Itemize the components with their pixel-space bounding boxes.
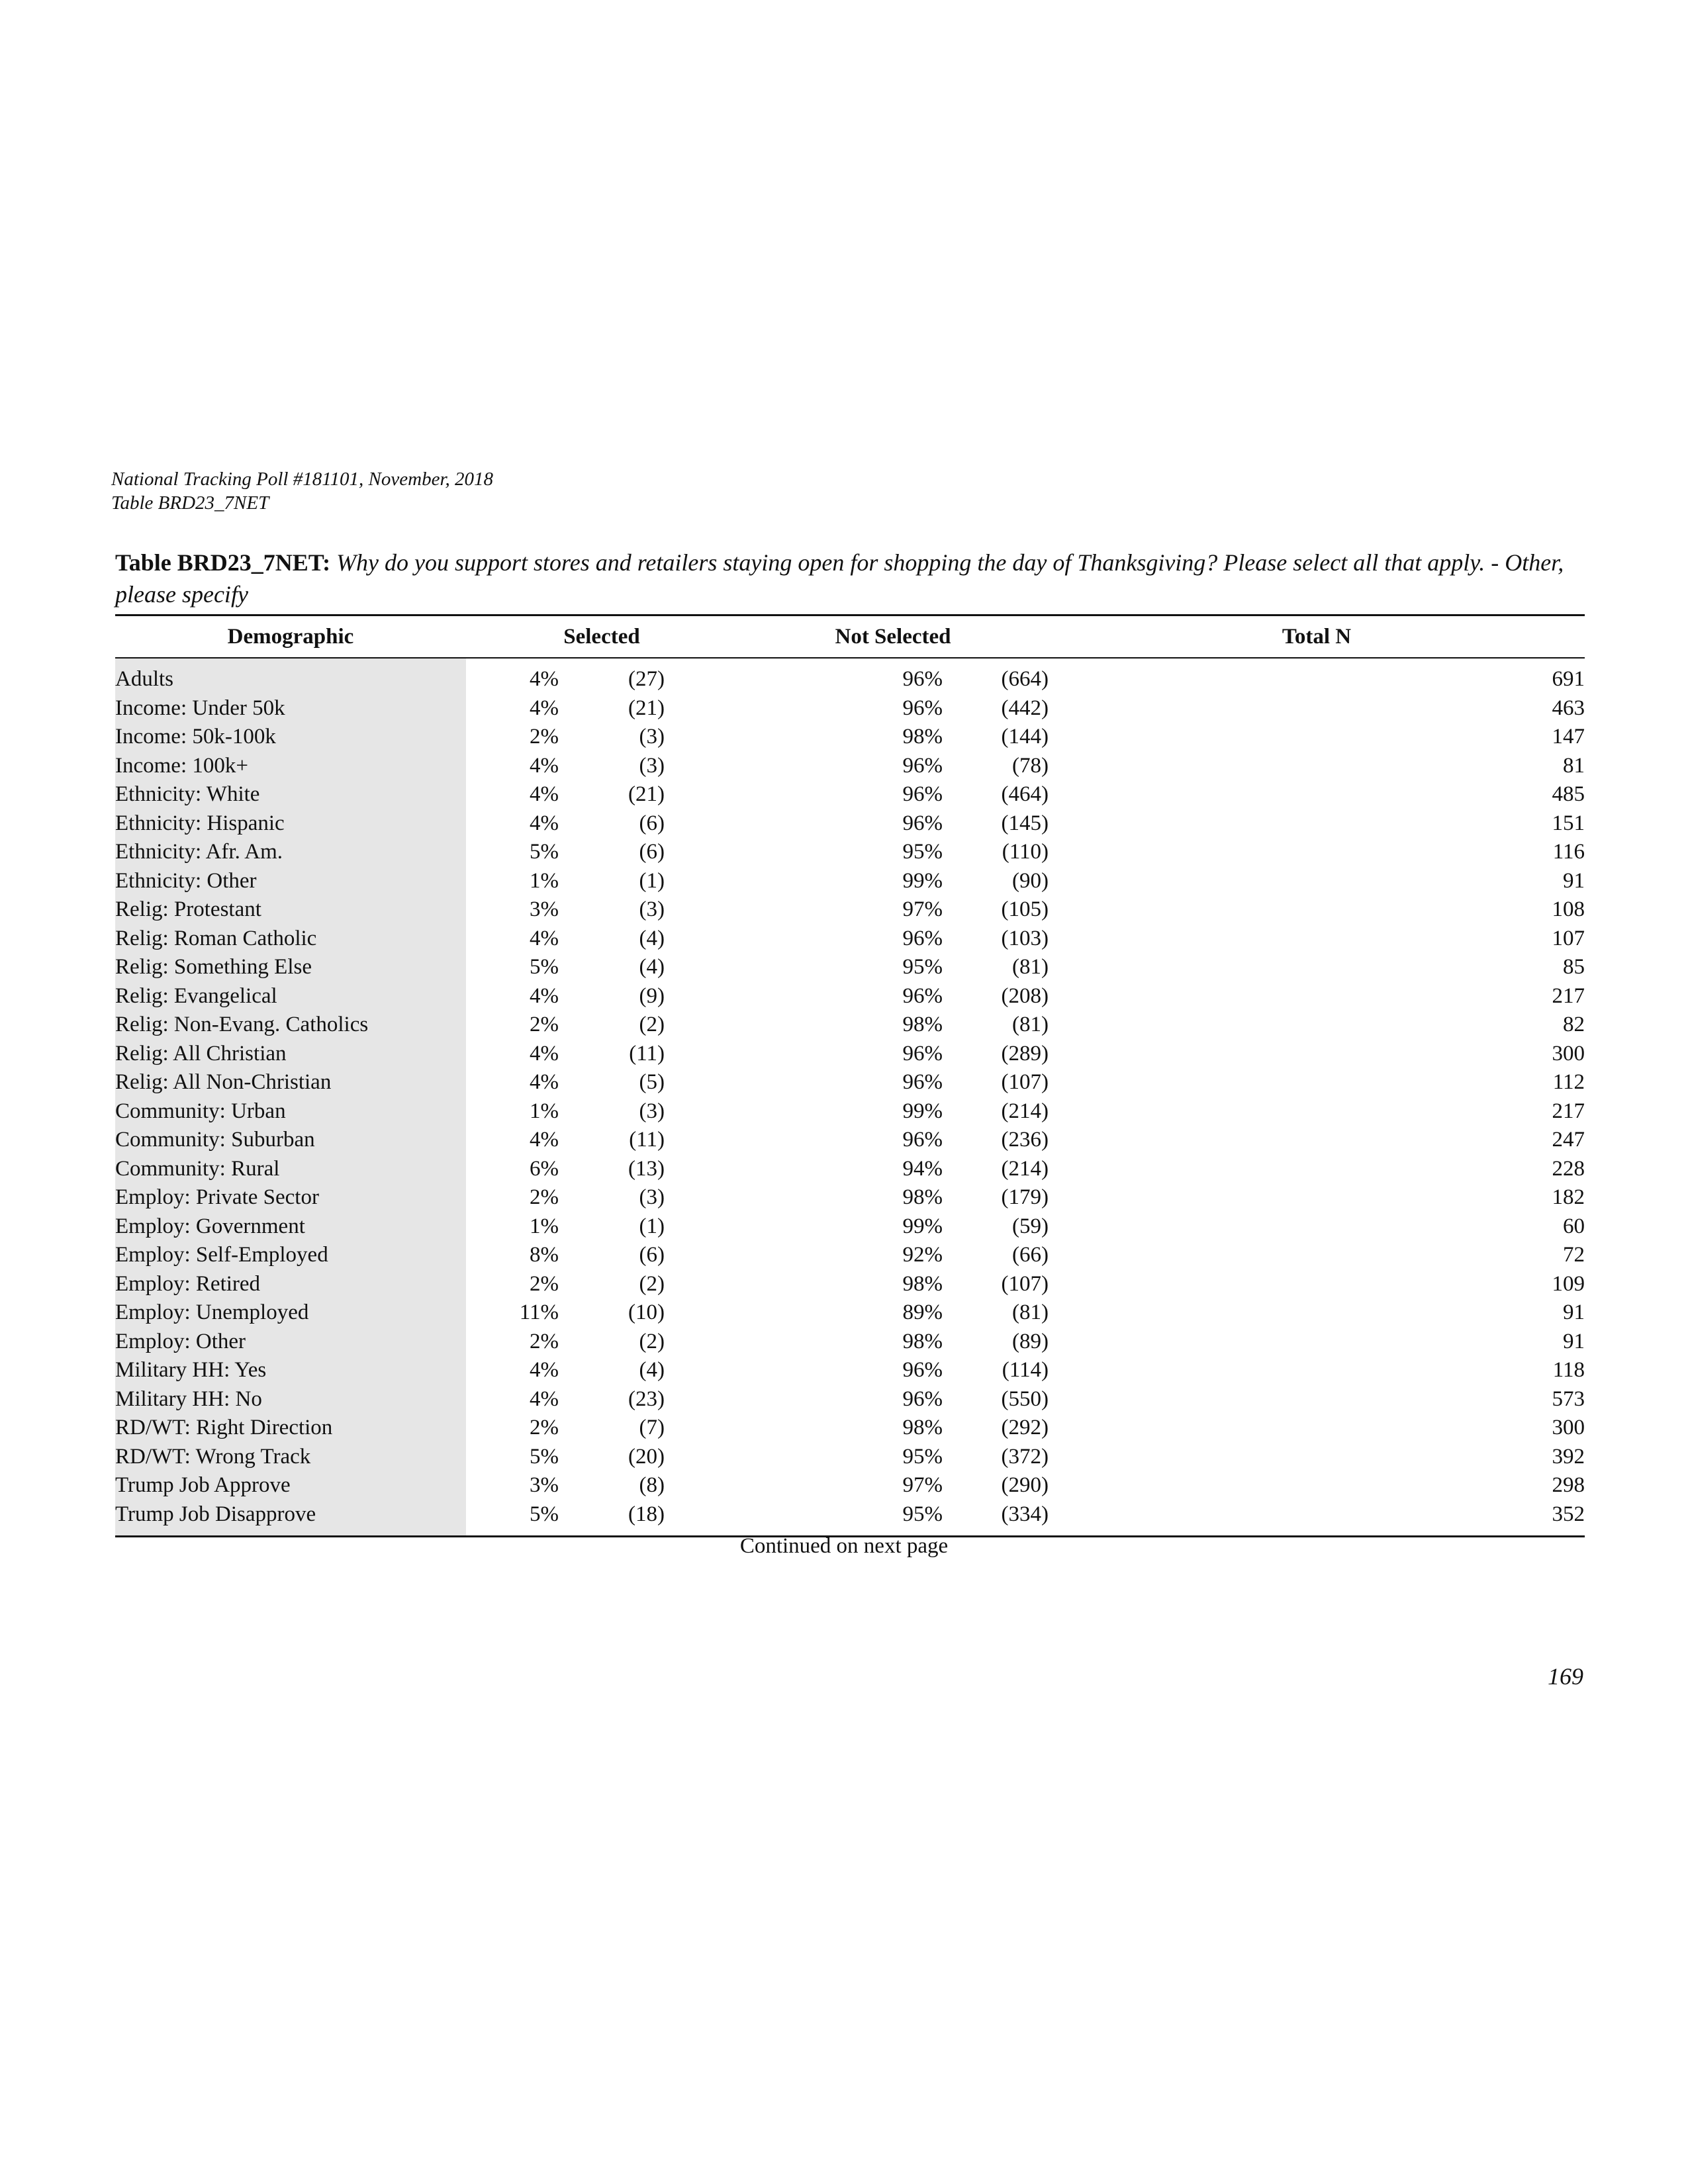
table-row	[115, 809, 1585, 839]
not-selected-percent-cell: 95%	[902, 955, 943, 979]
selected-count-cell: (6)	[639, 811, 665, 835]
table-row	[115, 1471, 1585, 1500]
selected-count-cell: (21)	[628, 782, 665, 807]
selected-count-cell: (2)	[639, 1271, 665, 1296]
column-gap	[665, 723, 737, 752]
demographic-cell: Relig: Protestant	[115, 895, 466, 925]
not-selected-percent-cell: 97%	[902, 897, 943, 922]
total-n-cell: 300	[1552, 1041, 1585, 1066]
selected-count-cell: (4)	[639, 926, 665, 950]
selected-percent-cell: 5%	[530, 840, 559, 864]
not-selected-count-cell: (89)	[1012, 1329, 1049, 1353]
demographic-cell: Employ: Self-Employed	[115, 1241, 466, 1270]
table-row	[115, 1155, 1585, 1184]
selected-percent-cell: 4%	[530, 1387, 559, 1411]
demographic-cell: Employ: Other	[115, 1328, 466, 1357]
total-n-cell: 151	[1552, 811, 1585, 835]
total-n-cell: 109	[1552, 1271, 1585, 1296]
column-gap	[665, 1356, 737, 1385]
table-row	[115, 838, 1585, 867]
not-selected-percent-cell: 96%	[902, 782, 943, 807]
not-selected-count-cell: (59)	[1012, 1214, 1049, 1238]
selected-percent-cell: 5%	[530, 1502, 559, 1526]
not-selected-count-cell: (442)	[1001, 696, 1049, 720]
demographic-cell: RD/WT: Wrong Track	[115, 1443, 466, 1472]
column-gap	[665, 1068, 737, 1097]
column-gap	[665, 752, 737, 781]
selected-count-cell: (4)	[639, 1358, 665, 1383]
not-selected-percent-cell: 96%	[902, 983, 943, 1008]
caption-label: Table BRD23_7NET:	[115, 549, 331, 576]
not-selected-percent-cell: 98%	[902, 1416, 943, 1440]
not-selected-count-cell: (90)	[1012, 868, 1049, 893]
table-row	[115, 1298, 1585, 1328]
column-gap	[665, 1270, 737, 1299]
table-row	[115, 1126, 1585, 1155]
not-selected-percent-cell: 96%	[902, 1387, 943, 1411]
selected-percent-cell: 1%	[530, 1214, 559, 1238]
not-selected-percent-cell: 96%	[902, 926, 943, 950]
selected-count-cell: (2)	[639, 1329, 665, 1353]
table-row	[115, 1241, 1585, 1270]
total-n-cell: 247	[1552, 1128, 1585, 1152]
demographic-cell: Relig: Roman Catholic	[115, 925, 466, 954]
column-gap	[665, 1155, 737, 1184]
total-n-cell: 60	[1563, 1214, 1585, 1238]
selected-percent-cell: 1%	[530, 868, 559, 893]
not-selected-count-cell: (81)	[1012, 955, 1049, 979]
column-gap	[665, 1471, 737, 1500]
not-selected-count-cell: (289)	[1001, 1041, 1049, 1066]
demographic-cell: Income: 50k-100k	[115, 723, 466, 752]
selected-percent-cell: 4%	[530, 926, 559, 950]
not-selected-percent-cell: 92%	[902, 1243, 943, 1267]
selected-percent-cell: 5%	[530, 1444, 559, 1469]
total-n-cell: 91	[1563, 1329, 1585, 1353]
column-gap	[665, 1212, 737, 1242]
selected-count-cell: (5)	[639, 1070, 665, 1095]
table-row	[115, 780, 1585, 809]
not-selected-count-cell: (236)	[1001, 1128, 1049, 1152]
column-gap	[665, 838, 737, 867]
column-gap	[665, 953, 737, 982]
column-gap	[665, 1298, 737, 1328]
selected-percent-cell: 4%	[530, 983, 559, 1008]
selected-percent-cell: 1%	[530, 1099, 559, 1123]
not-selected-percent-cell: 96%	[902, 1041, 943, 1066]
not-selected-count-cell: (114)	[1002, 1358, 1049, 1383]
not-selected-percent-cell: 96%	[902, 1128, 943, 1152]
selected-percent-cell: 5%	[530, 955, 559, 979]
selected-percent-cell: 8%	[530, 1243, 559, 1267]
not-selected-count-cell: (81)	[1012, 1013, 1049, 1037]
not-selected-percent-cell: 95%	[902, 1444, 943, 1469]
total-n-cell: 82	[1563, 1013, 1585, 1037]
not-selected-count-cell: (292)	[1001, 1416, 1049, 1440]
total-n-cell: 691	[1552, 667, 1585, 692]
table-row	[115, 694, 1585, 723]
table-row	[115, 1356, 1585, 1385]
not-selected-count-cell: (372)	[1001, 1444, 1049, 1469]
selected-percent-cell: 4%	[530, 1128, 559, 1152]
not-selected-percent-cell: 96%	[902, 696, 943, 720]
not-selected-count-cell: (179)	[1001, 1185, 1049, 1210]
not-selected-count-cell: (550)	[1001, 1387, 1049, 1411]
demographic-cell: Ethnicity: White	[115, 780, 466, 809]
table-row	[115, 1097, 1585, 1126]
not-selected-count-cell: (144)	[1001, 725, 1049, 749]
demographic-cell: Employ: Private Sector	[115, 1183, 466, 1212]
total-n-cell: 116	[1552, 840, 1585, 864]
column-gap	[665, 1011, 737, 1040]
not-selected-count-cell: (214)	[1001, 1156, 1049, 1181]
selected-count-cell: (8)	[639, 1473, 665, 1498]
selected-count-cell: (3)	[639, 725, 665, 749]
table-caption	[115, 547, 1585, 610]
total-n-cell: 91	[1563, 868, 1585, 893]
not-selected-percent-cell: 98%	[902, 1271, 943, 1296]
demographic-cell: Trump Job Approve	[115, 1471, 466, 1500]
demographic-cell: Relig: Something Else	[115, 953, 466, 982]
selected-count-cell: (6)	[639, 840, 665, 864]
selected-percent-cell: 2%	[530, 1271, 559, 1296]
selected-percent-cell: 4%	[530, 753, 559, 778]
not-selected-count-cell: (66)	[1012, 1243, 1049, 1267]
not-selected-percent-cell: 89%	[902, 1300, 943, 1325]
selected-percent-cell: 6%	[530, 1156, 559, 1181]
not-selected-count-cell: (81)	[1012, 1300, 1049, 1325]
selected-count-cell: (1)	[639, 868, 665, 893]
table-row	[115, 982, 1585, 1011]
not-selected-count-cell: (78)	[1012, 753, 1049, 778]
demographic-cell: Ethnicity: Hispanic	[115, 809, 466, 839]
total-n-cell: 147	[1552, 725, 1585, 749]
selected-count-cell: (11)	[629, 1041, 665, 1066]
selected-percent-cell: 4%	[530, 1358, 559, 1383]
column-gap	[665, 1500, 737, 1529]
column-gap	[665, 895, 737, 925]
selected-count-cell: (6)	[639, 1243, 665, 1267]
column-gap	[665, 867, 737, 896]
not-selected-count-cell: (105)	[1001, 897, 1049, 922]
not-selected-count-cell: (464)	[1001, 782, 1049, 807]
not-selected-count-cell: (214)	[1001, 1099, 1049, 1123]
table-row	[115, 752, 1585, 781]
selected-count-cell: (27)	[628, 667, 665, 692]
column-gap	[665, 665, 737, 694]
total-n-cell: 91	[1563, 1300, 1585, 1325]
not-selected-count-cell: (145)	[1001, 811, 1049, 835]
selected-count-cell: (3)	[639, 897, 665, 922]
not-selected-percent-cell: 98%	[902, 1185, 943, 1210]
demographic-cell: Community: Suburban	[115, 1126, 466, 1155]
not-selected-percent-cell: 94%	[902, 1156, 943, 1181]
caption-text: Why do you support stores and retailers staying open for shopping the day of Thanksgiving? Please select all that apply. - Other, please specify	[115, 549, 1564, 608]
selected-count-cell: (4)	[639, 955, 665, 979]
column-gap	[665, 1040, 737, 1069]
col-header-demographic: Demographic	[115, 615, 466, 659]
total-n-cell: 485	[1552, 782, 1585, 807]
not-selected-percent-cell: 98%	[902, 1013, 943, 1037]
total-n-cell: 392	[1552, 1444, 1585, 1469]
table-row	[115, 953, 1585, 982]
table-body	[115, 658, 1585, 1537]
column-gap	[665, 1414, 737, 1443]
table-row	[115, 1328, 1585, 1357]
selected-count-cell: (1)	[639, 1214, 665, 1238]
demographic-cell: Income: Under 50k	[115, 694, 466, 723]
not-selected-count-cell: (334)	[1001, 1502, 1049, 1526]
not-selected-percent-cell: 98%	[902, 725, 943, 749]
not-selected-percent-cell: 98%	[902, 1329, 943, 1353]
table-row	[115, 665, 1585, 694]
crosstab-table	[115, 614, 1585, 1537]
table-header-row	[115, 615, 1585, 659]
demographic-cell: Military HH: No	[115, 1385, 466, 1414]
not-selected-percent-cell: 99%	[902, 868, 943, 893]
selected-count-cell: (2)	[639, 1013, 665, 1037]
selected-percent-cell: 4%	[530, 782, 559, 807]
demographic-cell: Relig: Non-Evang. Catholics	[115, 1011, 466, 1040]
table-row	[115, 1040, 1585, 1069]
total-n-cell: 217	[1552, 1099, 1585, 1123]
table-row	[115, 1011, 1585, 1040]
selected-count-cell: (3)	[639, 1185, 665, 1210]
table-row	[115, 1385, 1585, 1414]
not-selected-percent-cell: 96%	[902, 1070, 943, 1095]
total-n-cell: 573	[1552, 1387, 1585, 1411]
table-row	[115, 895, 1585, 925]
column-gap	[665, 1241, 737, 1270]
total-n-cell: 118	[1552, 1358, 1585, 1383]
total-n-cell: 352	[1552, 1502, 1585, 1526]
selected-count-cell: (20)	[628, 1444, 665, 1469]
selected-count-cell: (13)	[628, 1156, 665, 1181]
column-gap	[665, 809, 737, 839]
column-gap	[665, 1328, 737, 1357]
demographic-cell: Community: Urban	[115, 1097, 466, 1126]
total-n-cell: 300	[1552, 1416, 1585, 1440]
table-row	[115, 925, 1585, 954]
not-selected-count-cell: (664)	[1001, 667, 1049, 692]
total-n-cell: 298	[1552, 1473, 1585, 1498]
not-selected-count-cell: (290)	[1001, 1473, 1049, 1498]
table-row	[115, 1068, 1585, 1097]
not-selected-count-cell: (107)	[1001, 1070, 1049, 1095]
header-table-id: Table BRD23_7NET	[111, 492, 269, 514]
demographic-cell: Trump Job Disapprove	[115, 1500, 466, 1529]
selected-percent-cell: 4%	[530, 1070, 559, 1095]
table-spacer	[115, 658, 1585, 665]
demographic-cell: Relig: Evangelical	[115, 982, 466, 1011]
demographic-cell: Community: Rural	[115, 1155, 466, 1184]
selected-percent-cell: 11%	[519, 1300, 559, 1325]
selected-percent-cell: 4%	[530, 667, 559, 692]
not-selected-percent-cell: 95%	[902, 1502, 943, 1526]
total-n-cell: 463	[1552, 696, 1585, 720]
column-gap	[665, 1183, 737, 1212]
not-selected-count-cell: (208)	[1001, 983, 1049, 1008]
selected-count-cell: (3)	[639, 1099, 665, 1123]
not-selected-percent-cell: 96%	[902, 1358, 943, 1383]
not-selected-percent-cell: 96%	[902, 811, 943, 835]
demographic-cell: Income: 100k+	[115, 752, 466, 781]
column-gap	[665, 982, 737, 1011]
demographic-cell: Employ: Retired	[115, 1270, 466, 1299]
selected-count-cell: (18)	[628, 1502, 665, 1526]
column-gap	[665, 1385, 737, 1414]
col-header-not-selected: Not Selected	[737, 615, 1049, 659]
not-selected-percent-cell: 95%	[902, 840, 943, 864]
demographic-cell: Relig: All Christian	[115, 1040, 466, 1069]
selected-count-cell: (23)	[628, 1387, 665, 1411]
col-header-total-n: Total N	[1049, 615, 1585, 659]
table-row	[115, 867, 1585, 896]
total-n-cell: 217	[1552, 983, 1585, 1008]
column-gap	[665, 1126, 737, 1155]
total-n-cell: 85	[1563, 955, 1585, 979]
demographic-cell: Ethnicity: Afr. Am.	[115, 838, 466, 867]
table-row	[115, 1414, 1585, 1443]
demographic-cell: RD/WT: Right Direction	[115, 1414, 466, 1443]
column-gap	[665, 694, 737, 723]
total-n-cell: 228	[1552, 1156, 1585, 1181]
table-row	[115, 1270, 1585, 1299]
not-selected-count-cell: (110)	[1002, 840, 1049, 864]
total-n-cell: 182	[1552, 1185, 1585, 1210]
demographic-cell: Employ: Government	[115, 1212, 466, 1242]
selected-percent-cell: 3%	[530, 1473, 559, 1498]
column-gap	[665, 780, 737, 809]
selected-count-cell: (9)	[639, 983, 665, 1008]
selected-percent-cell: 2%	[530, 1185, 559, 1210]
table-row	[115, 1500, 1585, 1529]
not-selected-percent-cell: 96%	[902, 667, 943, 692]
selected-percent-cell: 4%	[530, 811, 559, 835]
column-gap	[665, 1443, 737, 1472]
selected-percent-cell: 4%	[530, 696, 559, 720]
total-n-cell: 81	[1563, 753, 1585, 778]
demographic-cell: Military HH: Yes	[115, 1356, 466, 1385]
total-n-cell: 108	[1552, 897, 1585, 922]
header-poll-title: National Tracking Poll #181101, November, 2018	[111, 469, 494, 490]
selected-count-cell: (7)	[639, 1416, 665, 1440]
selected-percent-cell: 2%	[530, 1013, 559, 1037]
table-row	[115, 1443, 1585, 1472]
selected-percent-cell: 4%	[530, 1041, 559, 1066]
selected-count-cell: (10)	[628, 1300, 665, 1325]
demographic-cell: Relig: All Non-Christian	[115, 1068, 466, 1097]
not-selected-count-cell: (103)	[1001, 926, 1049, 950]
selected-count-cell: (21)	[628, 696, 665, 720]
not-selected-percent-cell: 99%	[902, 1099, 943, 1123]
total-n-cell: 112	[1552, 1070, 1585, 1095]
selected-count-cell: (3)	[639, 753, 665, 778]
demographic-cell: Adults	[115, 665, 466, 694]
table-row	[115, 723, 1585, 752]
page-number: 169	[1548, 1663, 1583, 1690]
total-n-cell: 107	[1552, 926, 1585, 950]
continued-note: Continued on next page	[739, 1534, 949, 1558]
page-header	[111, 467, 493, 515]
table-row	[115, 1212, 1585, 1242]
column-gap	[665, 925, 737, 954]
not-selected-percent-cell: 96%	[902, 753, 943, 778]
selected-percent-cell: 2%	[530, 725, 559, 749]
not-selected-percent-cell: 97%	[902, 1473, 943, 1498]
selected-percent-cell: 2%	[530, 1329, 559, 1353]
demographic-cell: Employ: Unemployed	[115, 1298, 466, 1328]
column-gap	[665, 1097, 737, 1126]
total-n-cell: 72	[1563, 1243, 1585, 1267]
table-row	[115, 1183, 1585, 1212]
col-header-selected: Selected	[466, 615, 737, 659]
demographic-cell: Ethnicity: Other	[115, 867, 466, 896]
not-selected-percent-cell: 99%	[902, 1214, 943, 1238]
not-selected-count-cell: (107)	[1001, 1271, 1049, 1296]
selected-count-cell: (11)	[629, 1128, 665, 1152]
selected-percent-cell: 3%	[530, 897, 559, 922]
selected-percent-cell: 2%	[530, 1416, 559, 1440]
